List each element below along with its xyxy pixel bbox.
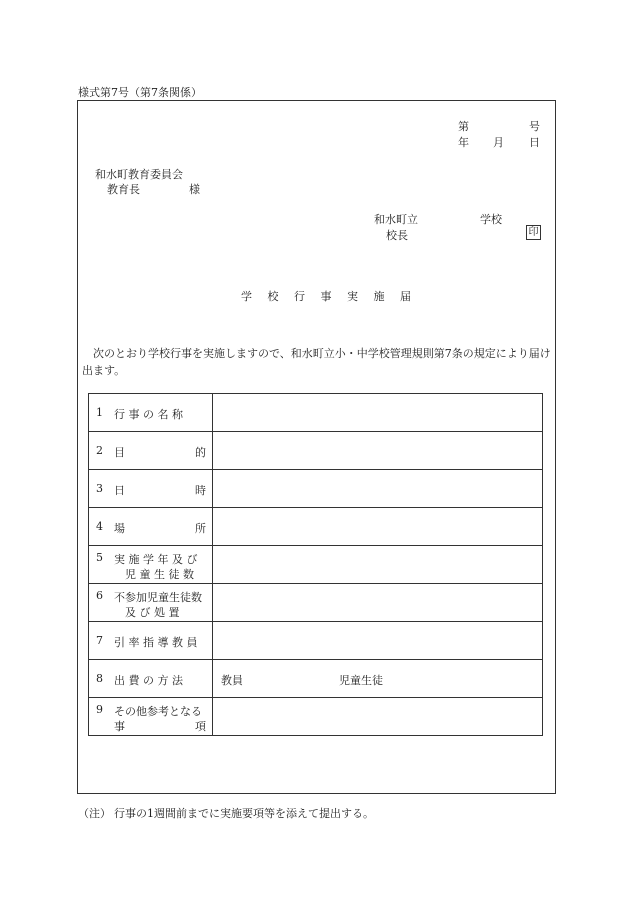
expense-method-field[interactable] bbox=[213, 660, 543, 698]
row-label-text: 実 施 学 年 及 び bbox=[114, 553, 198, 566]
expense-student-label: 児童生徒 bbox=[339, 674, 383, 687]
row-label-text: その他参考となる bbox=[114, 705, 202, 718]
row-label bbox=[89, 584, 213, 622]
row-number: 9 bbox=[96, 703, 103, 716]
row-value-field[interactable] bbox=[213, 584, 543, 622]
row-label-text bbox=[114, 520, 206, 536]
sender-school-prefix: 和水町立 bbox=[374, 213, 418, 226]
row-label bbox=[89, 508, 213, 546]
row-number: 8 bbox=[96, 672, 103, 685]
row-value-field[interactable] bbox=[213, 546, 543, 584]
table-row bbox=[89, 622, 543, 660]
table-row bbox=[89, 394, 543, 432]
row-label-text-line2: 及 び 処 置 bbox=[125, 606, 180, 619]
row-label-text-last: 的 bbox=[195, 446, 206, 459]
note-label: （注） bbox=[78, 807, 111, 820]
row-label bbox=[89, 432, 213, 470]
table-row bbox=[89, 698, 543, 736]
row-label-text-last: 時 bbox=[195, 484, 206, 497]
row-value-field[interactable] bbox=[213, 432, 543, 470]
table-row bbox=[89, 546, 543, 584]
expense-teacher-label: 教員 bbox=[221, 674, 243, 687]
row-label bbox=[89, 546, 213, 584]
row-number: 7 bbox=[96, 634, 103, 647]
row-label-text bbox=[114, 444, 206, 460]
row-label bbox=[89, 660, 213, 698]
row-label-text: 出 費 の 方 法 bbox=[114, 674, 183, 687]
sender-principal: 校長 bbox=[386, 229, 408, 242]
body-text: 次のとおり学校行事を実施しますので、和水町立小・中学校管理規則第7条の規定により届け出ます。 bbox=[82, 347, 551, 377]
row-number: 6 bbox=[96, 589, 103, 602]
addressee-org: 和水町教育委員会 bbox=[95, 168, 183, 181]
row-label-text-first: 日 bbox=[114, 484, 125, 497]
row-value-field[interactable] bbox=[213, 698, 543, 736]
row-number: 1 bbox=[96, 406, 103, 419]
row-label-text: 不参加児童生徒数 bbox=[114, 591, 202, 604]
date-month: 月 bbox=[493, 136, 504, 149]
row-label-text-last: 所 bbox=[195, 522, 206, 535]
event-details-table bbox=[88, 393, 543, 736]
table-row bbox=[89, 660, 543, 698]
table-row bbox=[89, 432, 543, 470]
seal-stamp-mark: 印 bbox=[526, 225, 541, 240]
row-number: 5 bbox=[96, 551, 103, 564]
row-label-text-first: 事 bbox=[114, 720, 125, 733]
table-row bbox=[89, 584, 543, 622]
row-label-text-first: 場 bbox=[114, 522, 125, 535]
row-value-field[interactable] bbox=[213, 622, 543, 660]
row-label-text-line2: 児 童 生 徒 数 bbox=[125, 568, 194, 581]
row-label-text-last: 項 bbox=[195, 720, 206, 733]
row-number: 3 bbox=[96, 482, 103, 495]
row-label-text-first: 目 bbox=[114, 446, 125, 459]
row-label-text-line2 bbox=[114, 718, 206, 734]
row-number: 2 bbox=[96, 444, 103, 457]
row-value-field[interactable] bbox=[213, 470, 543, 508]
row-value-field[interactable] bbox=[213, 508, 543, 546]
row-label bbox=[89, 394, 213, 432]
body-paragraph bbox=[82, 345, 552, 379]
number-suffix: 号 bbox=[529, 120, 540, 133]
number-prefix: 第 bbox=[458, 120, 469, 133]
row-value-field[interactable] bbox=[213, 394, 543, 432]
row-label-text bbox=[114, 482, 206, 498]
note-text: 行事の1週間前までに実施要項等を添えて提出する。 bbox=[114, 807, 374, 820]
addressee-honorific: 様 bbox=[189, 183, 200, 196]
addressee-title: 教育長 bbox=[107, 183, 140, 196]
document-title: 学 校 行 事 実 施 届 bbox=[241, 290, 417, 303]
table-row bbox=[89, 508, 543, 546]
date-day: 日 bbox=[529, 136, 540, 149]
row-label-text: 行 事 の 名 称 bbox=[114, 408, 183, 421]
date-year: 年 bbox=[458, 136, 469, 149]
table-row bbox=[89, 470, 543, 508]
sender-school-suffix: 学校 bbox=[480, 213, 502, 226]
row-label bbox=[89, 470, 213, 508]
row-label bbox=[89, 698, 213, 736]
row-label bbox=[89, 622, 213, 660]
form-number-label: 様式第7号（第7条関係） bbox=[78, 86, 202, 99]
row-label-text: 引 率 指 導 教 員 bbox=[114, 636, 198, 649]
row-number: 4 bbox=[96, 520, 103, 533]
seal-stamp bbox=[526, 225, 541, 240]
